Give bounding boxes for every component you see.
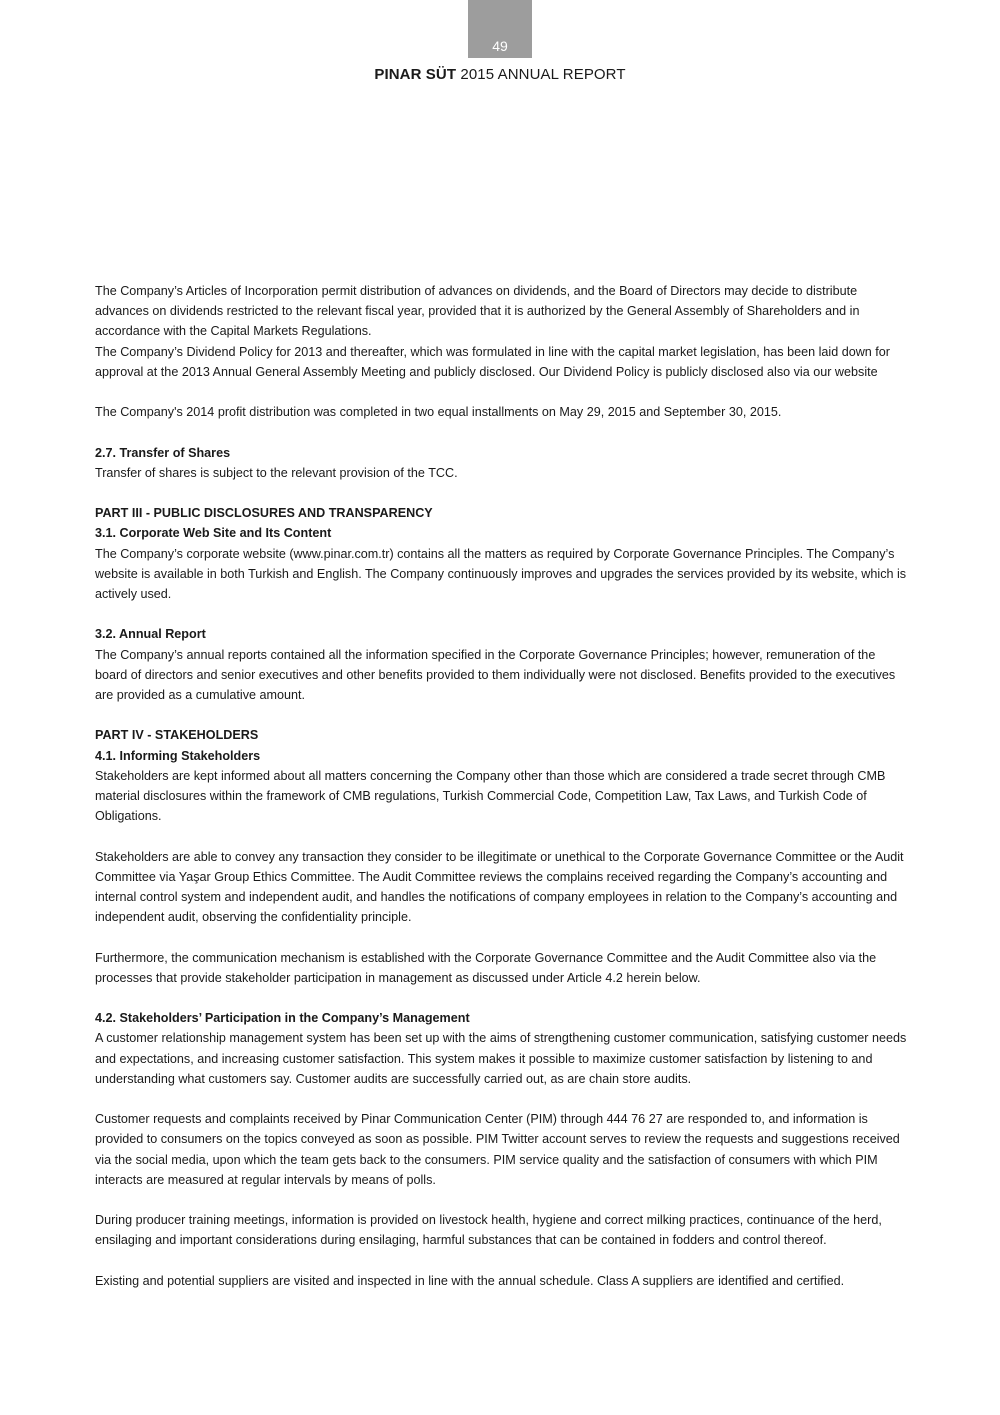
paragraph-dividend-advances: The Company’s Articles of Incorporation permit distribution of advances on dividends, and the Board of Directors may decide to distribute advances on dividends restricted to the relevant fiscal year, provided that it is authorized by the General Assembly of Shareholders and in accordance with the Capital Markets Regulations. — [95, 284, 860, 339]
paragraph-dividend-policy: The Company’s Dividend Policy for 2013 and thereafter, which was formulated in line with the capital market legislation, has been laid down for approval at the 2013 Annual General Assembly Meeting and publicly disclosed. Our Dividend Policy is publicly disclosed also via our website — [95, 344, 891, 379]
paragraph-ethics-committee: Stakeholders are able to convey any transaction they consider to be illegitimate or unethical to the Corporate Governance Committee or the Audit Committee via Yaşar Group Ethics Committee. The Audit Committee reviews the complains received regarding the Company’s accounting and internal control system and independent audit, and handles the notifications of company employees in relation to the Company’s accounting and independent audit, observing the confidentiality principle. — [95, 849, 904, 925]
paragraph-producer-training: During producer training meetings, information is provided on livestock health, hygiene and correct milking practices, continuance of the herd, ensilaging and important considerations during ensilaging, harmful substances that can be contained in fodders and control thereof. — [95, 1213, 882, 1248]
paragraph-profit-distribution: The Company's 2014 profit distribution was completed in two equal installments on May 29, 2015 and September 30, 2015. — [95, 405, 782, 420]
page-number: 49 — [492, 38, 508, 54]
heading-3-2-annual-report: 3.2. Annual Report — [95, 627, 206, 642]
heading-4-1-informing-stakeholders: 4.1. Informing Stakeholders — [95, 748, 261, 763]
page-number-tab — [468, 0, 532, 58]
report-title: 2015 ANNUAL REPORT — [460, 66, 626, 83]
heading-part-iv: PART IV - STAKEHOLDERS — [95, 728, 259, 743]
paragraph-customer-relationship: A customer relationship management system has been set up with the aims of strengthening customer communication, satisfying customer needs and expectations, and increasing customer satisfaction. This system makes it possible to maximize customer satisfaction by listening to and understanding what customers say. Customer audits are successfully carried out, as are chain store audits. — [95, 1031, 907, 1086]
paragraph-communication-center: Customer requests and complaints received by Pinar Communication Center (PIM) through 444 76 27 are responded to, and information is provided to consumers on the topics conveyed as soon as possible. PIM Twitter account serves to review the requests and suggestions received via the social media, upon which the team gets back to the consumers. PIM service quality and the satisfaction of consumers with which PIM interacts are measured at regular intervals by means of polls. — [95, 1112, 900, 1187]
paragraph-transfer-of-shares: Transfer of shares is subject to the relevant provision of the TCC. — [95, 465, 458, 480]
brand-name: PINAR SÜT — [374, 66, 457, 83]
paragraph-corporate-web-site: The Company’s corporate website (www.pinar.com.tr) contains all the matters as required by Corporate Governance Principles. The Company’s website is available in both Turkish and English. The Company continuously improves and upgrades the services provided by its website, which is actively used. — [95, 546, 907, 601]
heading-part-iii: PART III - PUBLIC DISCLOSURES AND TRANSPARENCY — [95, 506, 433, 521]
document-body — [95, 281, 907, 1291]
report-header — [0, 66, 1000, 83]
heading-2-7-transfer-of-shares: 2.7. Transfer of Shares — [95, 445, 231, 460]
paragraph-annual-report: The Company’s annual reports contained all the information specified in the Corporate Governance Principles; however, remuneration of the board of directors and senior executives and other benefits provided to them individually were not disclosed. Benefits provided to the executives are provided as a cumulative amount. — [95, 647, 896, 702]
heading-3-1-corporate-web-site: 3.1. Corporate Web Site and Its Content — [95, 526, 332, 541]
paragraph-informing-stakeholders: Stakeholders are kept informed about all matters concerning the Company other than those which are considered a trade secret through CMB material disclosures within the framework of CMB regulations, Turkish Commercial Code, Competition Law, Tax Laws, and Turkish Code of Obligations. — [95, 768, 886, 824]
paragraph-communication-mechanism: Furthermore, the communication mechanism is established with the Corporate Governance Committee and the Audit Committee also via the processes that provide stakeholder participation in management as discussed under Article 4.2 herein below. — [95, 950, 877, 985]
paragraph-suppliers: Existing and potential suppliers are visited and inspected in line with the annual schedule. Class A suppliers are identified and certified. — [95, 1273, 845, 1288]
heading-4-2-stakeholder-participation: 4.2. Stakeholders’ Participation in the Company’s Management — [95, 1011, 470, 1026]
